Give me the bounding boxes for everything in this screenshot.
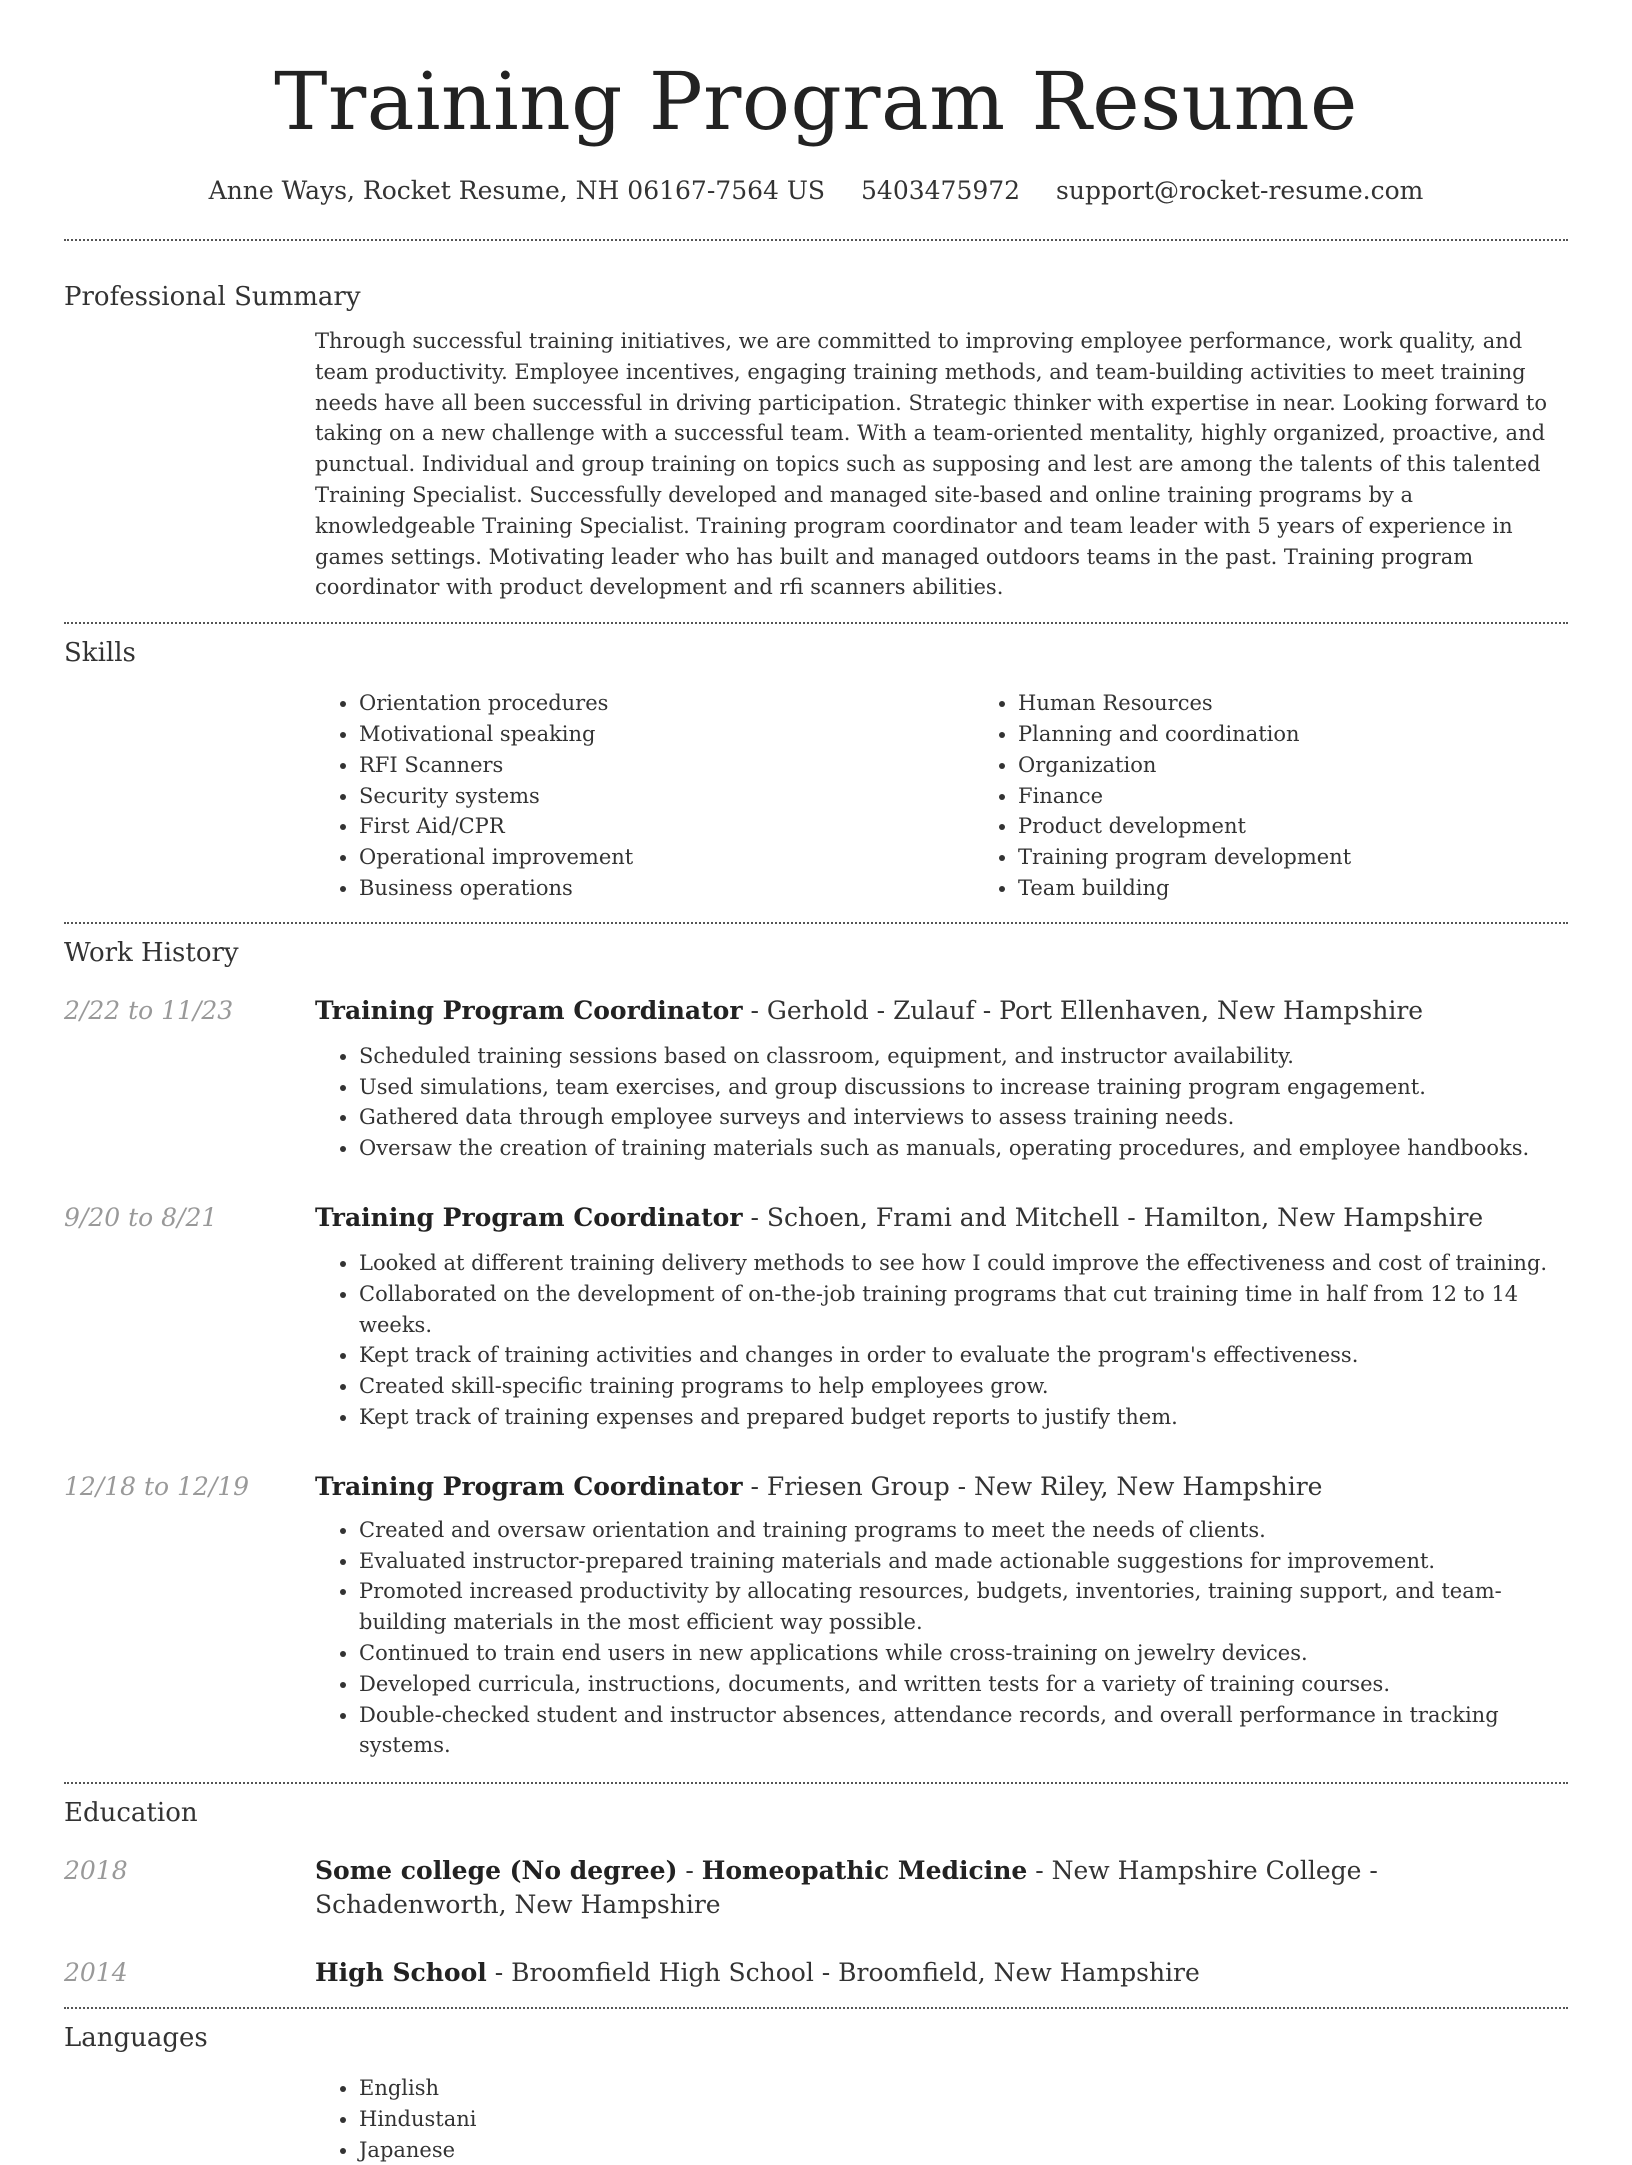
list-item: • Used simulations, team exercises, and group discussions to increase training program engagement. [359,1072,1568,1103]
job-title-line [315,994,1568,1028]
job-employer: - Friesen Group - New Riley, New Hampshire [742,1471,1323,1501]
skills-list-right [974,688,1632,904]
job-title: Training Program Coordinator [315,1202,743,1232]
list-item: • Looked at different training delivery methods to see how I could improve the effectiveness and cost of training. [359,1248,1568,1279]
list-item: • Oversaw the creation of training materials such as manuals, operating procedures, and employee handbooks. [359,1133,1568,1164]
section-languages [64,2007,1568,2165]
education-line [315,1956,1568,1990]
section-work [64,922,1568,1761]
list-item: • Kept track of training activities and changes in order to evaluate the program's effectiveness. [359,1340,1568,1371]
contact-email: support@rocket-resume.com [1056,176,1424,205]
list-item: • Finance [1018,781,1632,812]
list-item: • Evaluated instructor-prepared training materials and made actionable suggestions for improvement. [359,1546,1568,1577]
education-year: 2014 [64,1958,128,1988]
list-item: • Training program development [1018,842,1632,873]
list-item: • Japanese [359,2135,1568,2165]
list-item: • RFI Scanners [359,750,974,781]
education-school: - Broomfield High School - Broomfield, New Hampshire [486,1958,1200,1988]
section-skills [64,622,1568,904]
summary-text: Through successful training initiatives, we are committed to improving employee performance, work quality, and team productivity. Employee incentives, engaging training methods, and team-building activities to meet training needs have all been successful in driving participation. Strategic thinker with expertise in near. Looking forward to taking on a new challenge with a successful team. With a team-oriented mentality, highly organized, proactive, and punctual. Individual and group training on topics such as supposing and lest are among the talents of this talented Training Specialist. Successfully developed and managed site-based and online training programs by a knowledgeable Training Specialist. Training program coordinator and team leader with 5 years of experience in games settings. Motivating leader who has built and managed outdoors teams in the past. Training program coordinator with product development and rfi scanners abilities. [315,329,1547,600]
list-item: • Orientation procedures [359,688,974,719]
skills-list-left [315,688,974,904]
education-field: Homeopathic Medicine [701,1856,1028,1886]
education-entry [64,1956,1568,1990]
list-item: • Organization [1018,750,1632,781]
contact-phone: 5403475972 [861,176,1021,205]
job-employer: - Gerhold - Zulauf - Port Ellenhaven, New Hampshire [742,995,1424,1025]
job-dates: 9/20 to 8/21 [64,1202,218,1232]
job-title: Training Program Coordinator [315,995,743,1025]
job-bullets [315,1248,1568,1433]
list-item: • Double-checked student and instructor absences, attendance records, and overall performance in tracking systems. [359,1700,1568,1762]
list-item: • Motivational speaking [359,719,974,750]
list-item: • Human Resources [1018,688,1632,719]
job-entry [64,1201,1568,1433]
languages-heading: Languages [64,2023,208,2054]
education-line: Some college (No degree) - Homeopathic Medicine - New Hampshire College - Schadenworth, New Hampshire [315,1856,1378,1920]
list-item: • Gathered data through employee surveys and interviews to assess training needs. [359,1102,1568,1133]
list-item: • English [359,2073,1568,2104]
list-item: • Operational improvement [359,842,974,873]
section-summary [64,239,1568,603]
education-school: - New Hampshire College - Schadenworth, New Hampshire [315,1856,1378,1920]
summary-heading: Professional Summary [64,282,361,312]
languages-list [315,2073,1568,2165]
resume-page [64,0,1568,2165]
list-item: • Business operations [359,873,974,904]
education-year: 2018 [64,1856,128,1886]
education-degree: High School [315,1958,487,1988]
skills-heading: Skills [64,638,136,669]
contact-address: Anne Ways, Rocket Resume, NH 06167-7564 US [208,176,826,205]
list-item: • Planning and coordination [1018,719,1632,750]
list-item: • Product development [1018,811,1632,842]
job-bullets [315,1041,1568,1164]
education-heading: Education [64,1798,198,1829]
section-education [64,1782,1568,1990]
education-degree: Some college (No degree) [315,1856,678,1886]
list-item: • Created and oversaw orientation and training programs to meet the needs of clients. [359,1515,1568,1546]
work-heading: Work History [64,937,239,968]
contact-line [64,174,1568,208]
job-title-line [315,1470,1568,1504]
job-dates: 12/18 to 12/19 [64,1471,250,1501]
education-entry [64,1854,1568,1922]
job-dates: 2/22 to 11/23 [64,995,234,1025]
job-employer: - Schoen, Frami and Mitchell - Hamilton, New Hampshire [742,1202,1484,1232]
job-bullets [315,1515,1568,1761]
list-item: • Collaborated on the development of on-the-job training programs that cut training time in half from 12 to 14 weeks. [359,1279,1568,1341]
job-title: Training Program Coordinator [315,1471,743,1501]
list-item: • Hindustani [359,2104,1568,2135]
list-item: • Team building [1018,873,1632,904]
list-item: • Promoted increased productivity by allocating resources, budgets, inventories, training support, and team-building materials in the most efficient way possible. [359,1576,1568,1638]
job-entry [64,994,1568,1164]
list-item: • First Aid/CPR [359,811,974,842]
list-item: • Scheduled training sessions based on classroom, equipment, and instructor availability. [359,1041,1568,1072]
list-item: • Security systems [359,781,974,812]
list-item: • Kept track of training expenses and prepared budget reports to justify them. [359,1402,1568,1433]
resume-title: Training Program Resume [274,55,1358,148]
list-item: • Created skill-specific training programs to help employees grow. [359,1371,1568,1402]
job-title-line [315,1201,1568,1235]
job-entry [64,1470,1568,1761]
list-item: • Continued to train end users in new applications while cross-training on jewelry devices. [359,1638,1568,1669]
list-item: • Developed curricula, instructions, documents, and written tests for a variety of training courses. [359,1669,1568,1700]
